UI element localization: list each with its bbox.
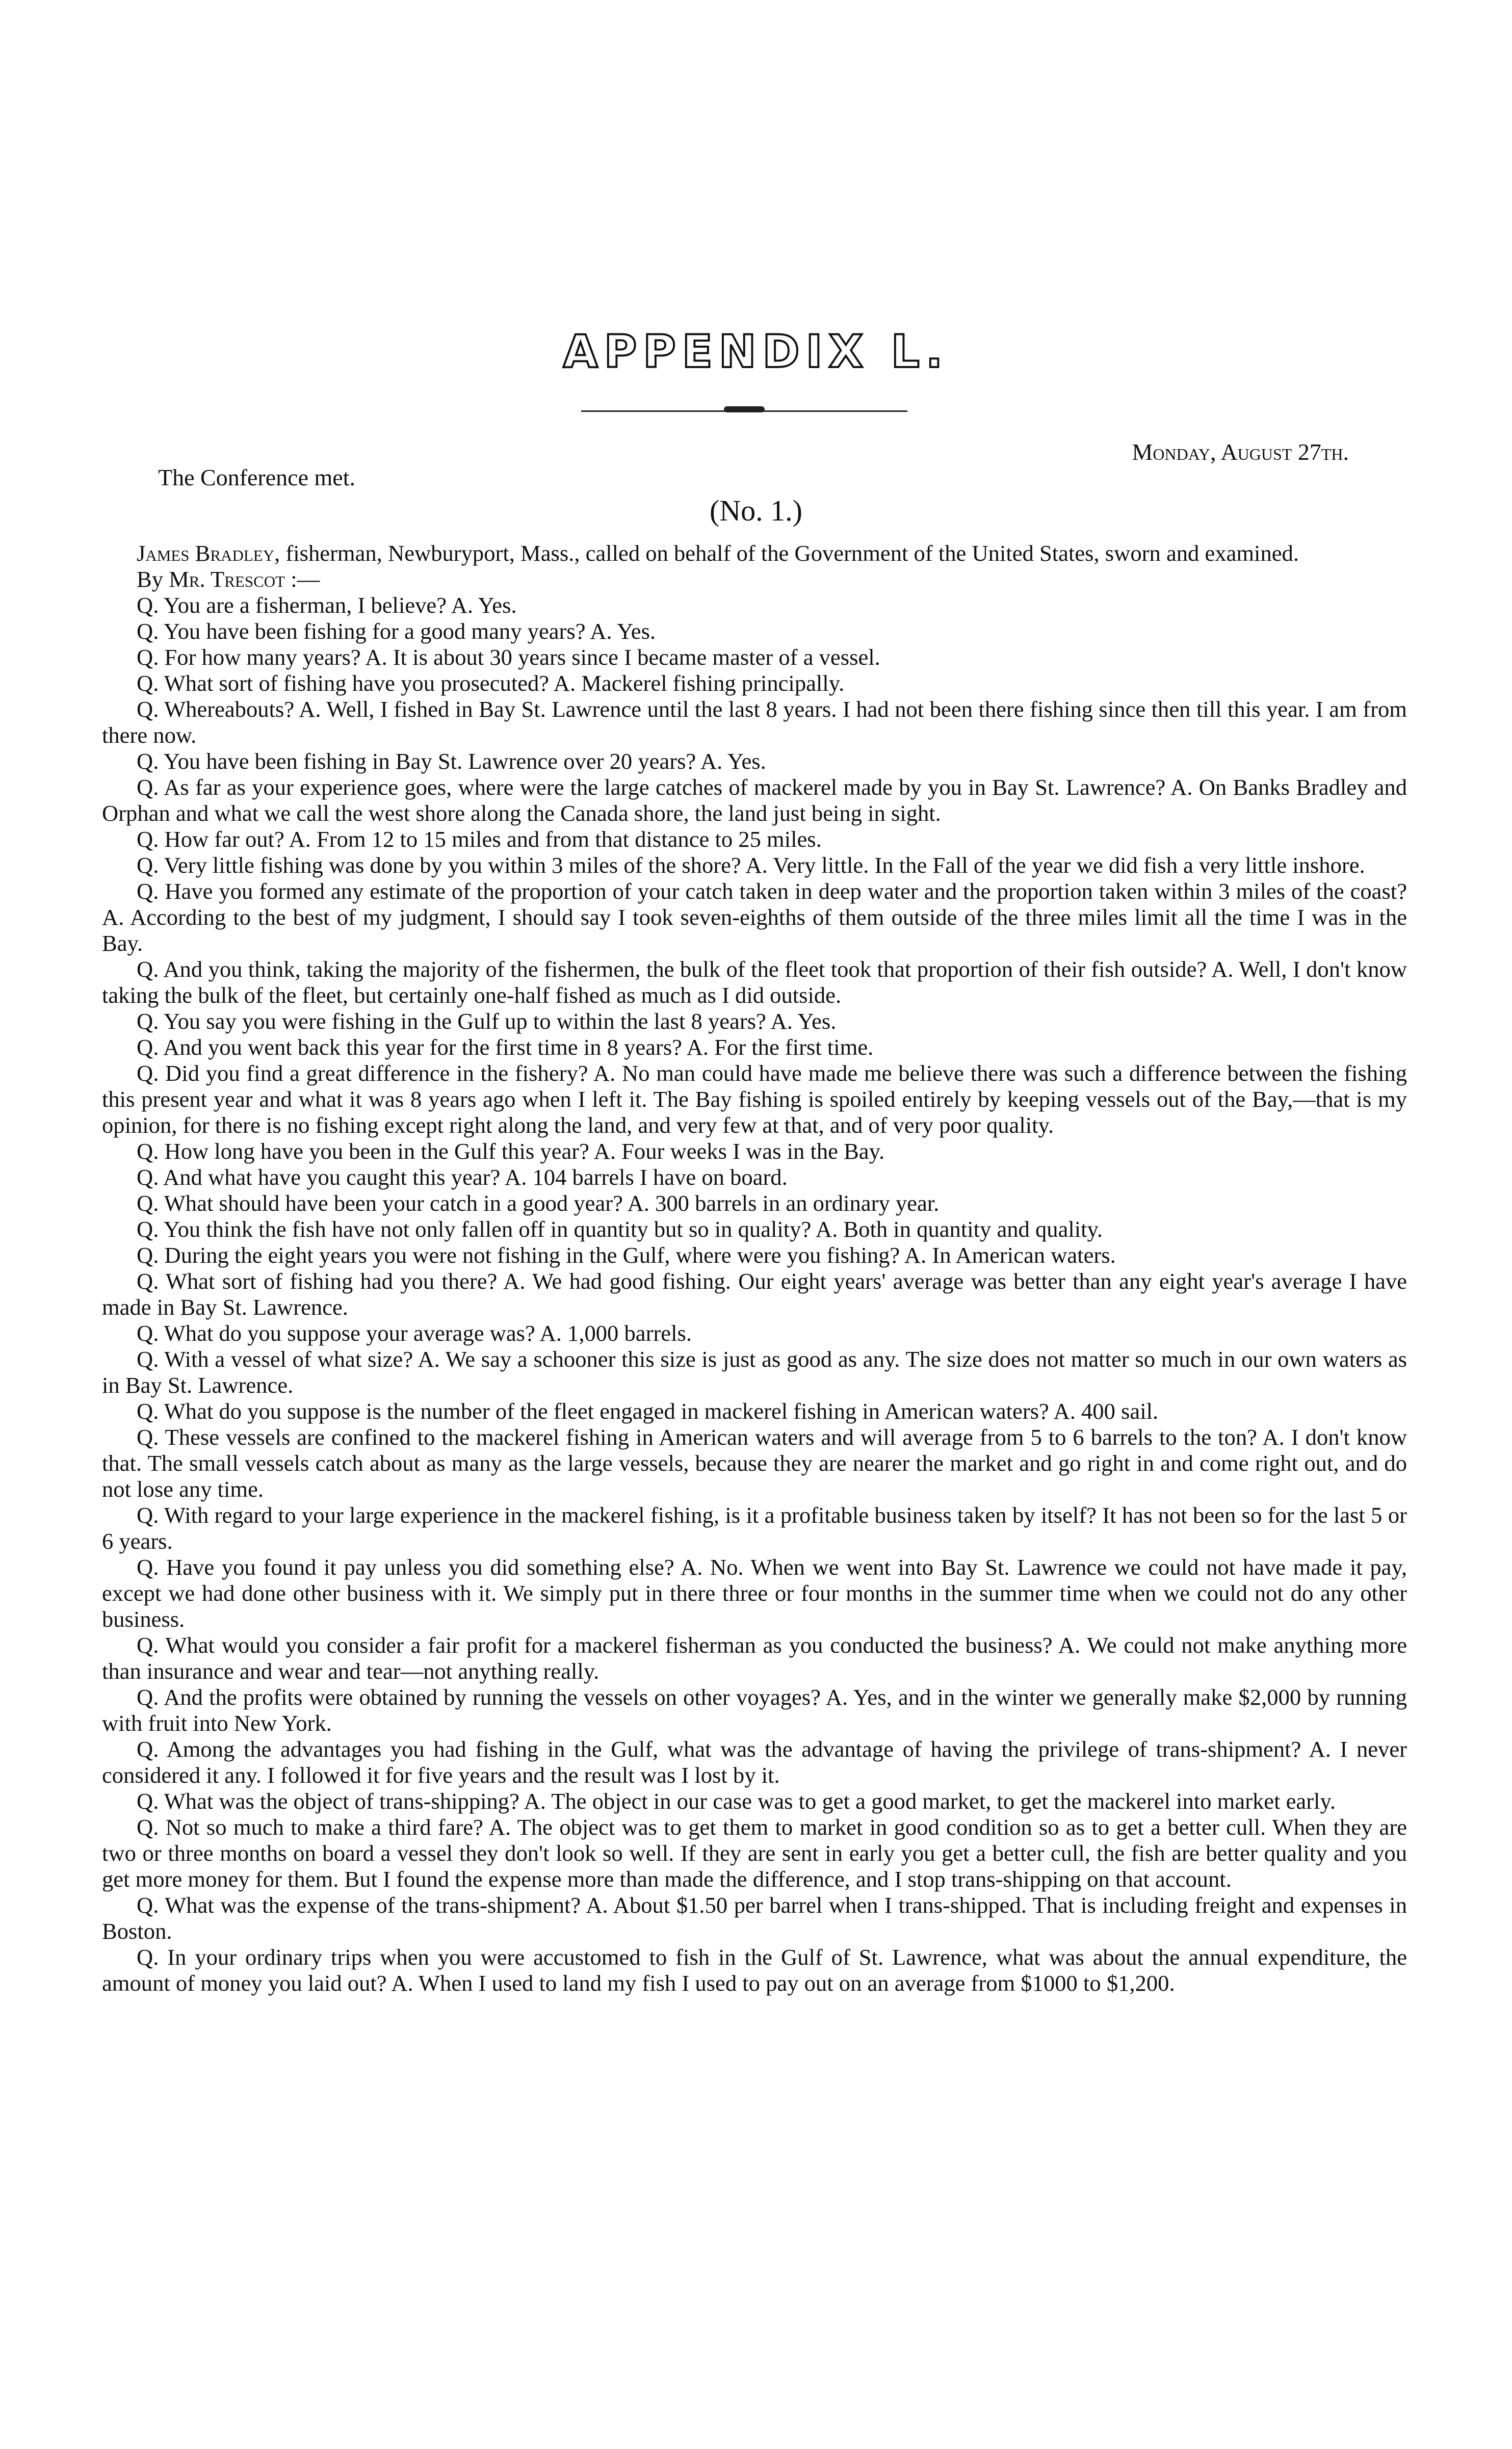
qa-paragraph: Q. You have been fishing for a good many years? A. Yes. xyxy=(137,618,656,644)
qa-paragraph: Q. You are a fisherman, I believe? A. Yes. xyxy=(137,592,517,618)
appendix-title: APPENDIX L. xyxy=(563,325,949,378)
qa-paragraph: Q. What do you suppose is the number of the fleet engaged in mackerel fishing in American waters? A. 400 sail. xyxy=(137,1398,1159,1424)
qa-paragraph: Q. And you went back this year for the first time in 8 years? A. For the first time. xyxy=(137,1034,874,1060)
qa-paragraph: Q. With a vessel of what size? A. We say a schooner this size is just as good as any. The size does not matter so much in our own waters as in Bay St. Lawrence. xyxy=(102,1346,1407,1398)
qa-paragraph: Q. With regard to your large experience in the mackerel fishing, is it a profitable business taken by itself? It has not been so for the last 5 or 6 years. xyxy=(102,1502,1407,1554)
qa-paragraph: Q. These vessels are confined to the mackerel fishing in American waters and will average from 5 to 6 barrels to the ton? A. I don't know that. The small vessels catch about as many as the large vessels, because they are nearer the market and go right in and come right out, and do not lose any time. xyxy=(102,1424,1407,1502)
qa-paragraph: Q. For how many years? A. It is about 30 years since I became master of a vessel. xyxy=(137,644,880,670)
qa-paragraph: Q. What sort of fishing have you prosecuted? A. Mackerel fishing principally. xyxy=(137,670,845,696)
conference-line: The Conference met. xyxy=(158,464,355,490)
section-number: (No. 1.) xyxy=(709,494,802,527)
qa-paragraph: Q. Very little fishing was done by you within 3 miles of the shore? A. Very little. In the Fall of the year we did fish a very little inshore. xyxy=(137,852,1365,878)
qa-paragraph: Q. During the eight years you were not fishing in the Gulf, where were you fishing? A. In American waters. xyxy=(137,1242,1116,1268)
qa-paragraph: Q. Not so much to make a third fare? A. The object was to get them to market in good condition so as to get a better cull. When they are two or three months on board a vessel they don't look so well. If they are sent in early you get a better cull, the fish are better quality and you get more money for them. But I found the expense more than made the difference, and I stop trans-shipping on that account. xyxy=(102,1814,1407,1892)
qa-paragraph: Q. What was the object of trans-shipping? A. The object in our case was to get a good market, to get the mackerel into market early. xyxy=(137,1788,1336,1814)
testimony-body xyxy=(102,540,1407,1996)
qa-paragraph: Q. Have you found it pay unless you did something else? A. No. When we went into Bay St. Lawrence we could not have made it pay, except we had done other business with it. We simply put in there three or four months in the summer time when we could not do any other business. xyxy=(102,1554,1407,1632)
qa-paragraph: Q. Among the advantages you had fishing in the Gulf, what was the advantage of having the privilege of trans-shipment? A. I never considered it any. I followed it for five years and the result was I lost by it. xyxy=(102,1736,1407,1788)
qa-paragraph: Q. And what have you caught this year? A. 104 barrels I have on board. xyxy=(137,1164,788,1190)
title-rule-ornament xyxy=(724,406,765,412)
qa-paragraph: Q. What sort of fishing had you there? A. We had good fishing. Our eight years' average was better than any eight year's average I have made in Bay St. Lawrence. xyxy=(102,1268,1407,1320)
witness-description: fisherman, Newburyport, Mass., called on behalf of the Government of the United States, sworn and examined. xyxy=(280,540,1299,566)
qa-paragraph: Q. What would you consider a fair profit for a mackerel fisherman as you conducted the business? A. We could not make anything more than insurance and wear and tear—not anything really. xyxy=(102,1632,1407,1684)
qa-paragraph: Q. In your ordinary trips when you were accustomed to fish in the Gulf of St. Lawrence, what was about the annual expenditure, the amount of money you laid out? A. When I used to land my fish I used to pay out on an average from $1000 to $1,200. xyxy=(102,1944,1407,1996)
qa-paragraph: Q. How long have you been in the Gulf this year? A. Four weeks I was in the Bay. xyxy=(137,1138,885,1164)
qa-paragraph: Q. You say you were fishing in the Gulf up to within the last 8 years? A. Yes. xyxy=(137,1008,837,1034)
qa-paragraph: Q. What do you suppose your average was? A. 1,000 barrels. xyxy=(137,1320,692,1346)
qa-paragraph: Q. You have been fishing in Bay St. Lawrence over 20 years? A. Yes. xyxy=(137,748,766,774)
qa-paragraph: Q. What was the expense of the trans-shipment? A. About $1.50 per barrel when I trans-shipped. That is including freight and expenses in Boston. xyxy=(102,1892,1407,1944)
examiner-name: Mr. Trescot xyxy=(169,566,285,592)
examiner-by: By xyxy=(137,566,169,592)
qa-paragraph: Q. You think the fish have not only fallen off in quantity but so in quality? A. Both in quantity and quality. xyxy=(137,1216,1103,1242)
qa-paragraph: Q. And the profits were obtained by running the vessels on other voyages? A. Yes, and in the winter we generally make $2,000 by running with fruit into New York. xyxy=(102,1684,1407,1736)
qa-list xyxy=(102,592,1407,1996)
witness-name: James Bradley, xyxy=(137,540,280,566)
examiner-suffix: :— xyxy=(285,566,320,592)
qa-paragraph: Q. As far as your experience goes, where were the large catches of mackerel made by you in Bay St. Lawrence? A. On Banks Bradley and Orphan and what we call the west shore along the Canada shore, the land just being in sight. xyxy=(102,774,1407,826)
qa-paragraph: Q. How far out? A. From 12 to 15 miles and from that distance to 25 miles. xyxy=(137,826,822,852)
qa-paragraph: Q. What should have been your catch in a good year? A. 300 barrels in an ordinary year. xyxy=(137,1190,940,1216)
qa-paragraph: Q. Did you find a great difference in the fishery? A. No man could have made me believe there was such a difference between the fishing this present year and what it was 8 years ago when I left it. The Bay fishing is spoiled entirely by keeping vessels out of the Bay,—that is my opinion, for there is no fishing except right along the land, and very few at that, and of very poor quality. xyxy=(102,1060,1407,1138)
qa-paragraph: Q. Whereabouts? A. Well, I fished in Bay St. Lawrence until the last 8 years. I had not been there fishing since then till this year. I am from there now. xyxy=(102,696,1407,748)
date-line: Monday, August 27th. xyxy=(1132,439,1349,465)
qa-paragraph: Q. And you think, taking the majority of the fishermen, the bulk of the fleet took that proportion of their fish outside? A. Well, I don't know taking the bulk of the fleet, but certainly one-half fished as much as I did outside. xyxy=(102,956,1407,1008)
examiner-line xyxy=(102,566,1407,592)
witness-intro xyxy=(102,540,1407,566)
qa-paragraph: Q. Have you formed any estimate of the proportion of your catch taken in deep water and the proportion taken within 3 miles of the coast? A. According to the best of my judgment, I should say I took seven-eighths of them outside of the three miles limit all the time I was in the Bay. xyxy=(102,878,1407,956)
